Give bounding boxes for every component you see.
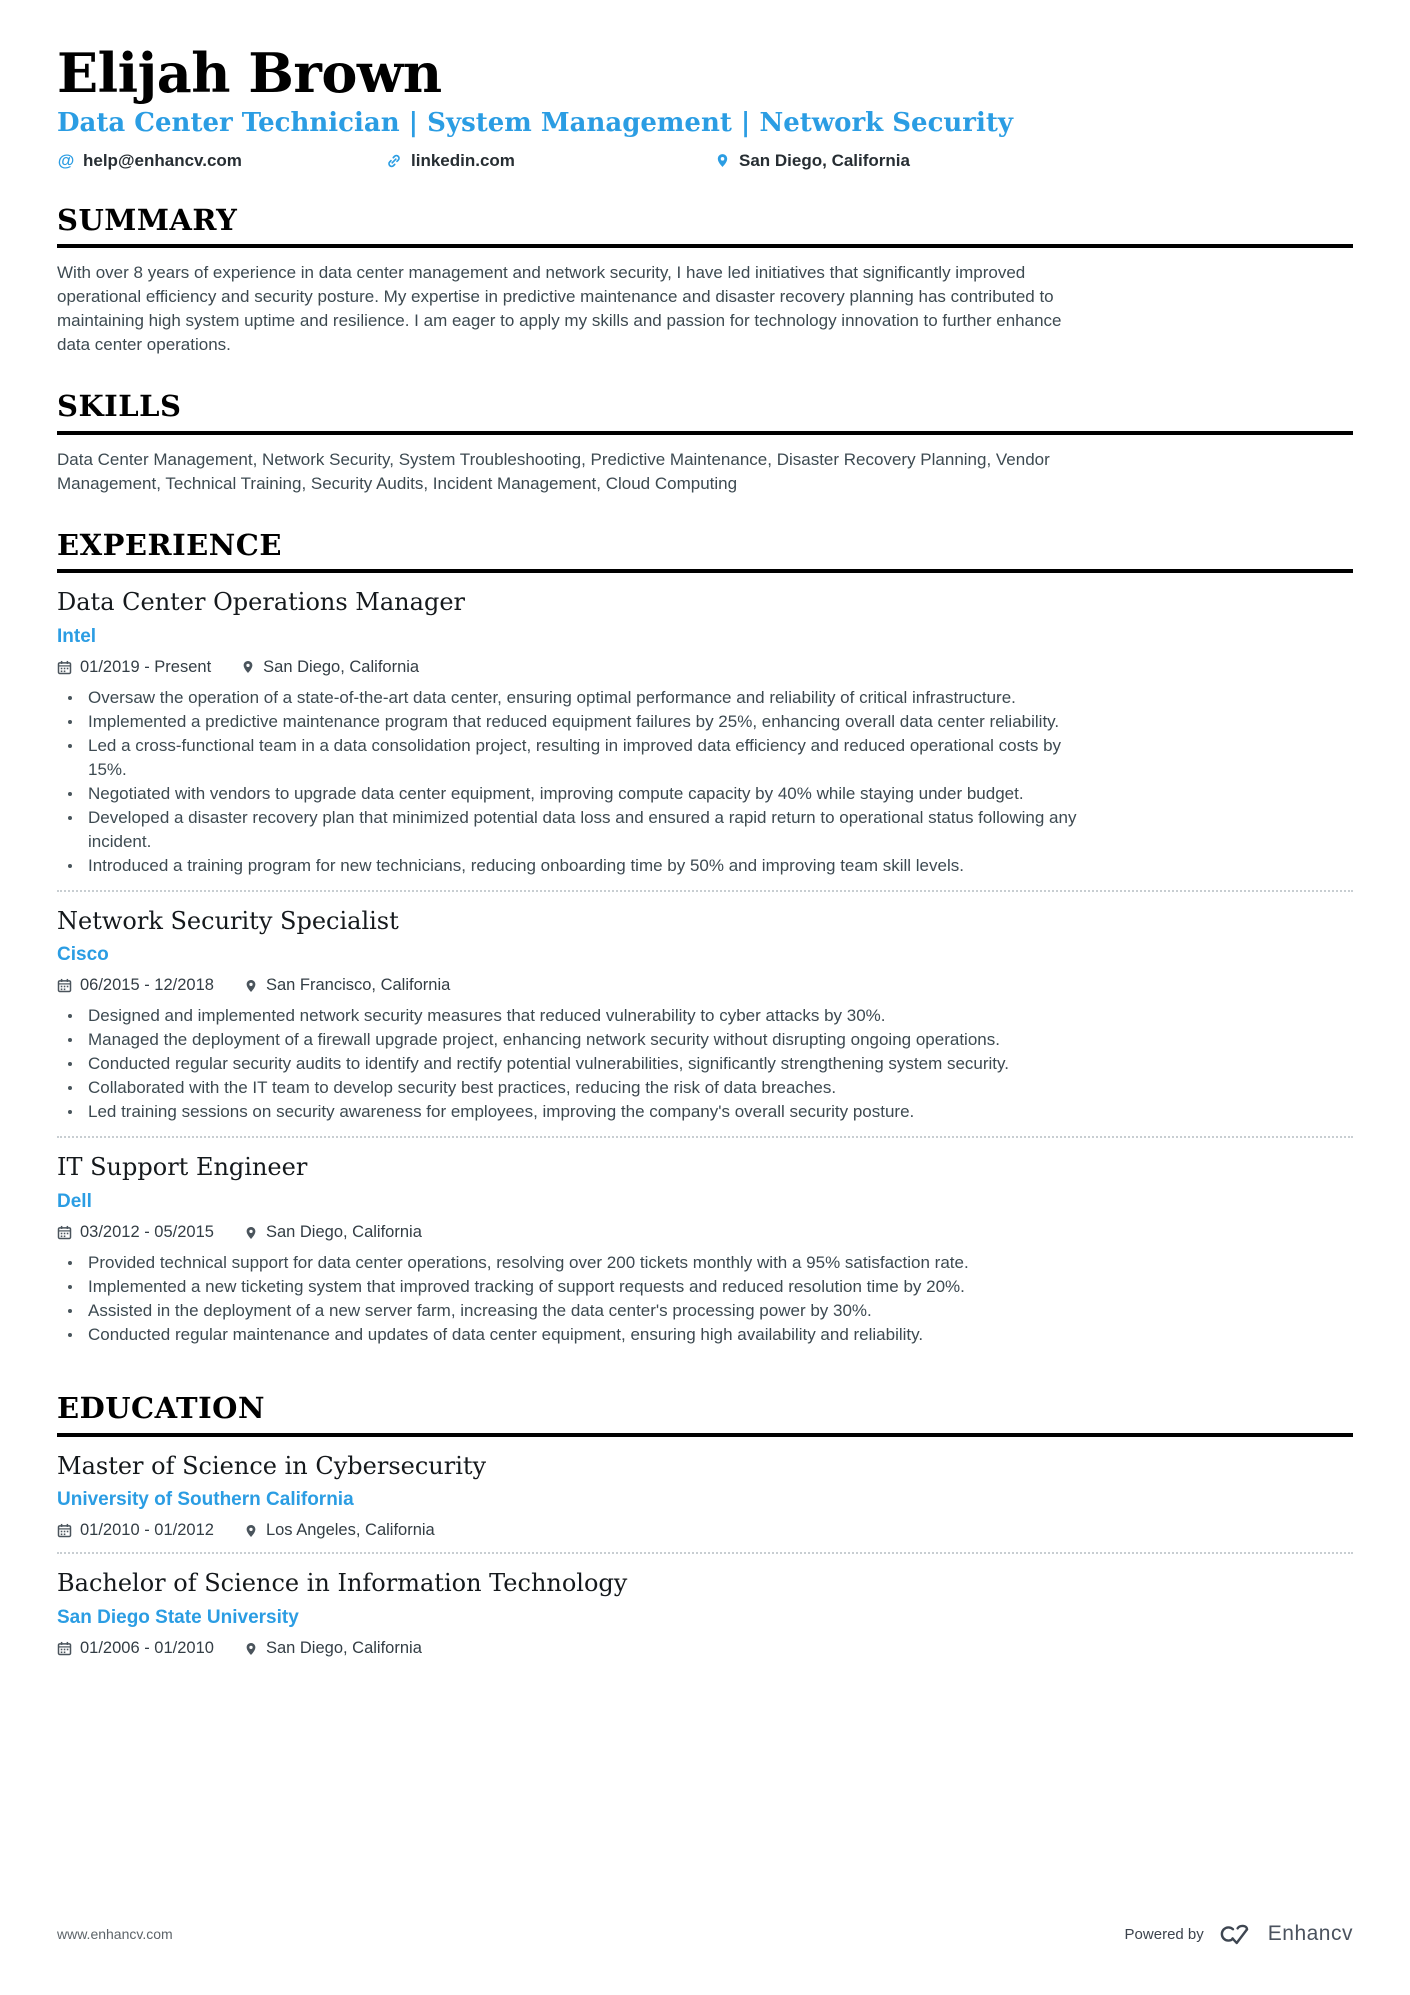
location-icon — [713, 152, 731, 170]
degree-title: Master of Science in Cybersecurity — [57, 1451, 487, 1480]
skills-heading: SKILLS — [57, 389, 182, 424]
degree-location — [244, 1639, 422, 1658]
job-location — [244, 976, 450, 995]
job-entry-dell — [57, 1138, 1353, 1359]
job-location-text: San Francisco, California — [265, 976, 451, 995]
calendar-icon — [57, 1641, 72, 1656]
job-bullet: Negotiated with vendors to upgrade data center equipment, improving compute capacity by 40% while staying under budget. — [57, 782, 1102, 806]
page-footer — [57, 1921, 1353, 1947]
degree-dates — [57, 1639, 214, 1658]
job-location — [241, 658, 419, 677]
job-bullet-list — [57, 1251, 1102, 1347]
job-location-text: San Diego, California — [263, 657, 420, 676]
degree-school: University of Southern California — [57, 1489, 354, 1511]
powered-by-label: Powered by — [1124, 1925, 1204, 1943]
degree-dates-text: 01/2006 - 01/2010 — [80, 1639, 214, 1658]
job-bullet: Implemented a new ticketing system that improved tracking of support requests and reduced resolution time by 20%. — [57, 1275, 1102, 1299]
job-dates — [57, 976, 214, 995]
job-company: Dell — [57, 1191, 92, 1213]
job-company: Cisco — [57, 944, 109, 966]
skills-text: Data Center Management, Network Security, System Troubleshooting, Predictive Maintenance, Disaster Recovery Planning, Vendor Management, Technical Training, Security Audits, Incident Management, Cloud Computing — [57, 449, 1050, 493]
link-icon — [385, 152, 403, 170]
enhancv-logo-icon — [1216, 1921, 1256, 1947]
experience-section — [57, 529, 1353, 1360]
job-bullet: Assisted in the deployment of a new server farm, increasing the data center's processing power by 30%. — [57, 1299, 1102, 1323]
location-pin-icon — [241, 660, 255, 674]
job-location — [244, 1223, 422, 1242]
job-dates — [57, 658, 211, 677]
at-icon: @ — [57, 151, 75, 171]
job-bullet: Led training sessions on security awareness for employees, improving the company's overall security posture. — [57, 1100, 1102, 1124]
job-bullet: Led a cross-functional team in a data consolidation project, resulting in improved data efficiency and reduced operational costs by 15%. — [57, 734, 1102, 782]
contact-linkedin-text: linkedin.com — [411, 150, 515, 170]
candidate-name: Elijah Brown — [57, 41, 442, 105]
degree-title: Bachelor of Science in Information Technology — [57, 1569, 628, 1598]
degree-meta-row — [57, 1639, 1353, 1658]
calendar-icon — [57, 978, 72, 993]
section-rule — [57, 431, 1353, 435]
degree-school: San Diego State University — [57, 1607, 299, 1629]
summary-text: With over 8 years of experience in data center management and network security, I have led initiatives that significantly improved operational efficiency and security posture. My expertise in predictive maintenance and disaster recovery planning has contributed to maintaining high system uptime and resilience. I am eager to apply my skills and passion for technology innovation to further enhance data center operations. — [57, 263, 1062, 355]
job-bullet: Implemented a predictive maintenance program that reduced equipment failures by 25%, enhancing overall data center reliability. — [57, 710, 1102, 734]
job-bullet-list — [57, 686, 1102, 878]
location-pin-icon — [244, 1524, 258, 1538]
job-meta-row — [57, 976, 1353, 995]
job-dates — [57, 1223, 214, 1242]
calendar-icon — [57, 1523, 72, 1538]
candidate-headline: Data Center Technician | System Management | Network Security — [57, 108, 1013, 139]
job-dates-text: 06/2015 - 12/2018 — [80, 976, 214, 995]
footer-website-link[interactable]: www.enhancv.com — [57, 1926, 173, 1942]
summary-heading: SUMMARY — [57, 202, 238, 237]
contact-row — [57, 151, 1353, 171]
powered-by-group[interactable] — [1125, 1921, 1353, 1947]
degree-dates — [57, 1521, 214, 1540]
job-bullet: Developed a disaster recovery plan that minimized potential data loss and ensured a rapid return to operational status following any incident. — [57, 806, 1102, 854]
contact-email[interactable] — [57, 151, 385, 171]
contact-location — [713, 151, 910, 171]
job-title: IT Support Engineer — [57, 1153, 308, 1182]
location-pin-icon — [244, 1642, 258, 1656]
job-entry-cisco — [57, 892, 1353, 1137]
summary-section — [57, 204, 1353, 357]
degree-location-text: San Diego, California — [265, 1639, 422, 1658]
degree-meta-row — [57, 1521, 1353, 1540]
contact-linkedin[interactable] — [385, 151, 713, 171]
skills-section — [57, 390, 1353, 495]
job-dates-text: 03/2012 - 05/2015 — [80, 1223, 214, 1242]
contact-email-text: help@enhancv.com — [83, 150, 242, 170]
job-bullet: Managed the deployment of a firewall upgrade project, enhancing network security without disrupting ongoing operations. — [57, 1028, 1102, 1052]
job-title: Network Security Specialist — [57, 906, 399, 935]
section-rule — [57, 244, 1353, 248]
job-bullet: Conducted regular security audits to identify and rectify potential vulnerabilities, significantly strengthening system security. — [57, 1052, 1102, 1076]
job-bullet: Designed and implemented network security measures that reduced vulnerability to cyber attacks by 30%. — [57, 1004, 1102, 1028]
job-bullet: Provided technical support for data center operations, resolving over 200 tickets monthly with a 95% satisfaction rate. — [57, 1251, 1102, 1275]
calendar-icon — [57, 660, 72, 675]
job-company: Intel — [57, 625, 97, 647]
job-dates-text: 01/2019 - Present — [80, 657, 212, 676]
job-bullet: Oversaw the operation of a state-of-the-art data center, ensuring optimal performance and reliability of critical infrastructure. — [57, 686, 1102, 710]
degree-entry-masters — [57, 1437, 1353, 1553]
location-pin-icon — [244, 979, 258, 993]
job-entry-intel — [57, 573, 1353, 890]
job-meta-row — [57, 1223, 1353, 1242]
location-pin-icon — [244, 1226, 258, 1240]
enhancv-wordmark: Enhancv — [1267, 1922, 1353, 1945]
job-title: Data Center Operations Manager — [57, 587, 465, 616]
degree-entry-bachelors — [57, 1554, 1353, 1670]
degree-dates-text: 01/2010 - 01/2012 — [80, 1521, 214, 1540]
job-location-text: San Diego, California — [265, 1223, 422, 1242]
resume-header — [57, 41, 1353, 171]
education-heading: EDUCATION — [57, 1391, 265, 1426]
job-bullet: Collaborated with the IT team to develop security best practices, reducing the risk of data breaches. — [57, 1076, 1102, 1100]
education-section — [57, 1392, 1353, 1670]
job-bullet: Conducted regular maintenance and updates of data center equipment, ensuring high availability and reliability. — [57, 1323, 1102, 1347]
job-meta-row — [57, 658, 1353, 677]
degree-location-text: Los Angeles, California — [265, 1521, 435, 1540]
experience-heading: EXPERIENCE — [57, 527, 282, 562]
degree-location — [244, 1521, 435, 1540]
job-bullet: Introduced a training program for new technicians, reducing onboarding time by 50% and improving team skill levels. — [57, 854, 1102, 878]
calendar-icon — [57, 1225, 72, 1240]
contact-location-text: San Diego, California — [739, 150, 910, 170]
job-bullet-list — [57, 1004, 1102, 1124]
